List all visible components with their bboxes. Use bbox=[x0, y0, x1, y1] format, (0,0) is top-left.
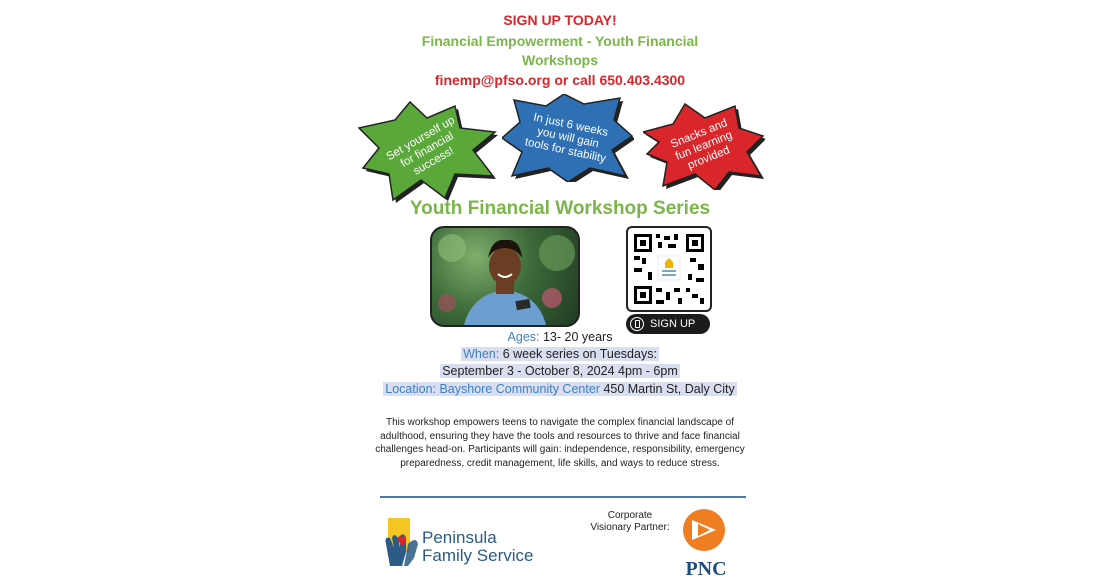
location-value: 450 Martin St, Daly City bbox=[603, 382, 735, 396]
phone-icon bbox=[630, 317, 644, 331]
ages-value: 13- 20 years bbox=[542, 330, 613, 344]
partner-label-line2: Visionary Partner: bbox=[590, 522, 670, 533]
pnc-triangle-icon bbox=[676, 506, 736, 558]
dates-value: September 3 - October 8, 2024 4pm - 6pm bbox=[442, 364, 678, 378]
ages-line bbox=[0, 330, 1120, 344]
qr-code-icon bbox=[628, 228, 710, 310]
workshop-title-line1: Financial Empowerment - Youth Financial bbox=[421, 33, 699, 49]
signup-button-label: SIGN UP bbox=[650, 318, 696, 330]
signup-headline: SIGN UP TODAY! bbox=[503, 12, 617, 28]
ages-label: Ages: bbox=[507, 330, 540, 344]
workshop-description: This workshop empowers teens to navigate the complex financial landscape of adulthood, ensuring they have the tools and resources to thrive and face financial challenges head-on. Participants will gain: independence, responsibility, emergency preparedness, credit management, life skills, and ways to reduce stress. bbox=[375, 417, 745, 469]
partner-label-line1: Corporate bbox=[607, 510, 653, 521]
pfs-name-line2: Family Service bbox=[422, 546, 534, 565]
pfs-wordmark bbox=[422, 529, 533, 565]
when-line bbox=[0, 347, 1120, 361]
pfs-hands-icon bbox=[382, 514, 420, 570]
pnc-wordmark: PNC bbox=[685, 558, 727, 580]
student-photo bbox=[430, 226, 580, 327]
workshop-title bbox=[0, 32, 1120, 70]
burst-text-2: In just 6 weeks you will gain tools for stability bbox=[523, 111, 610, 165]
contact-info: finemp@pfso.org or call 650.403.4300 bbox=[434, 72, 686, 88]
burst-text-1: Set yourself up for financial success! bbox=[384, 114, 457, 178]
series-title: Youth Financial Workshop Series bbox=[409, 198, 711, 219]
divider bbox=[380, 496, 746, 498]
when-value: 6 week series on Tuesdays: bbox=[502, 347, 657, 361]
burst-financial-success bbox=[355, 98, 500, 203]
pfs-name-line1: Peninsula bbox=[422, 528, 497, 547]
location-line bbox=[0, 382, 1120, 396]
workshop-title-line2: Workshops bbox=[522, 52, 598, 68]
when-label: When: bbox=[463, 347, 500, 361]
location-label: Location: Bayshore Community Center bbox=[385, 382, 600, 396]
burst-text-3: Snacks and fun learning provided bbox=[668, 116, 734, 172]
pnc-logo bbox=[676, 506, 736, 582]
qr-code[interactable] bbox=[626, 226, 712, 312]
person-illustration bbox=[432, 228, 578, 325]
peninsula-family-service-logo bbox=[382, 514, 552, 574]
burst-snacks bbox=[643, 102, 765, 190]
burst-six-weeks bbox=[502, 94, 634, 182]
dates-line bbox=[0, 364, 1120, 378]
